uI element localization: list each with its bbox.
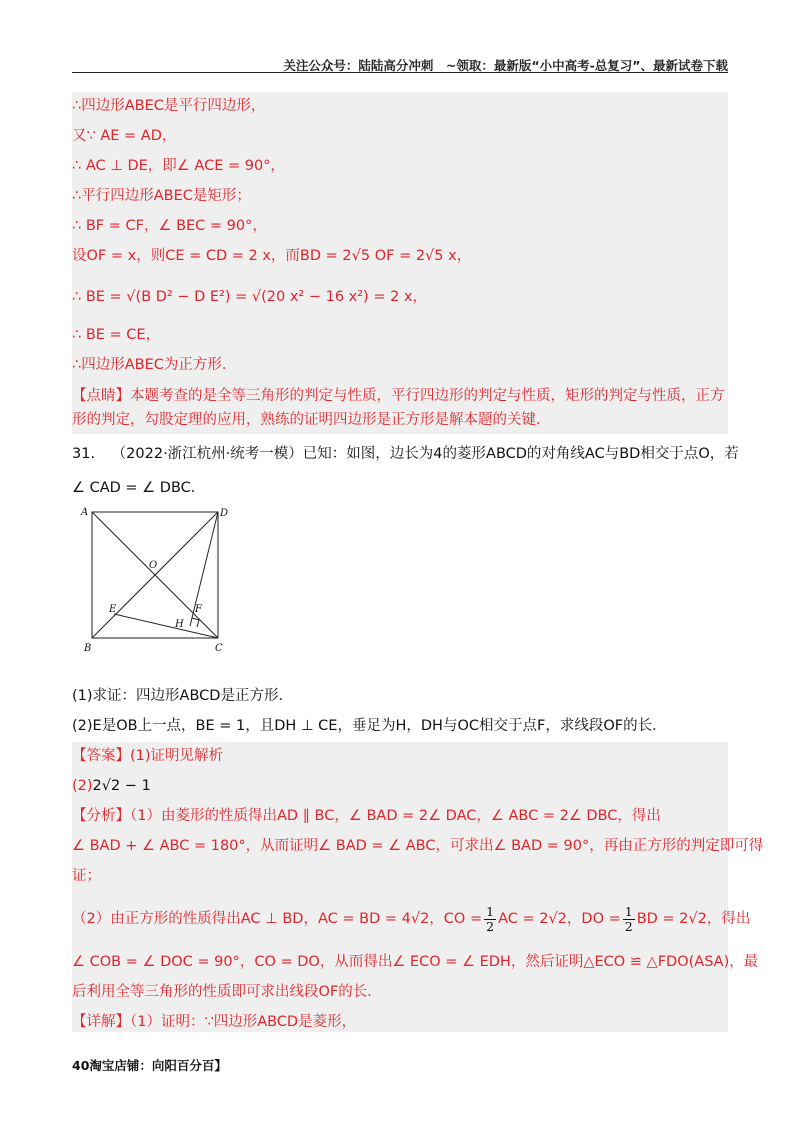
fraction-one-half-a — [484, 905, 496, 934]
analysis-line-6: 后利用全等三角形的性质即可求出线段OF的长． — [72, 984, 382, 1000]
solution-line-9: ∴四边形ABEC为正方形． — [72, 357, 237, 373]
page-header-text: 关注公众号：陆陆高分冲刺 ~领取：最新版“小中高考-总复习”、最新试卷下载 — [283, 58, 728, 73]
question-part-1: (1)求证：四边形ABCD是正方形． — [72, 688, 293, 704]
question-stem-line — [72, 444, 739, 464]
label-h: H — [175, 619, 184, 630]
question-stem: 已知：如图，边长为4的菱形ABCD的对角线AC与BD相交于点O，若 — [302, 446, 739, 462]
page-footer — [72, 1056, 227, 1074]
answer-line-1 — [72, 746, 728, 766]
question-stem-line-2: ∠ CAD = ∠ DBC． — [72, 480, 206, 496]
fraction-numerator: 1 — [486, 903, 495, 919]
detail-line — [72, 1012, 728, 1032]
header-rule — [72, 72, 728, 73]
analysis-p1: （1）由菱形的性质得出AD ∥ BC，∠ BAD = 2∠ DAC，∠ ABC = 2∠ DBC，得出 — [130, 808, 661, 824]
detail-tag: 【详解】 — [72, 1014, 130, 1030]
analysis-line-2: ∠ BAD + ∠ ABC = 180°，从而证明∠ BAD = ∠ ABC，可求出∠ BAD = 90°，再由正方形的判定即可得 — [72, 838, 764, 854]
right-angle-mark — [192, 618, 199, 627]
dianjing-text: 本题考查的是全等三角形的判定与性质，平行四边形的判定与性质，矩形的判定与性质，正方形的判定，勾股定理的应用，熟练的证明四边形是正方形是解本题的关键． — [72, 388, 725, 428]
label-c: C — [215, 643, 223, 654]
solution-line-6: 设OF = x，则CE = CD = 2 x，而BD = 2√5 OF = 2√5 x， — [72, 248, 472, 264]
solution-line-7: ∴ BE = √(B D² − D E²) = √(20 x² − 16 x²) = 2 x， — [72, 289, 427, 305]
question-part-2: (2)E是OB上一点，BE = 1，且DH ⊥ CE，垂足为H，DH与OC相交于点F，求线段OF的长． — [72, 718, 667, 734]
question-number: 31. — [72, 446, 96, 462]
answer-part-2-prefix: (2) — [72, 778, 93, 794]
solution-line-4: ∴平行四边形ABEC是矩形； — [72, 188, 251, 204]
analysis-p4-b: AC = 2√2，DO = — [498, 911, 621, 927]
analysis-line-3: 证； — [72, 868, 101, 884]
dianjing-paragraph — [72, 384, 728, 432]
page-number: 4 — [72, 1058, 81, 1073]
answer-tag: 【答案】 — [72, 748, 130, 764]
answer-part-2: 2√2 − 1 — [92, 778, 151, 794]
geometry-figure — [78, 500, 248, 660]
solution-line-2: 又∵ AE = AD， — [72, 128, 177, 144]
answer-part-1: (1)证明见解析 — [130, 748, 224, 764]
solution-line-1: ∴四边形ABEC是平行四边形， — [72, 98, 266, 114]
detail-text: （1）证明：∵四边形ABCD是菱形， — [130, 1014, 357, 1030]
analysis-tag: 【分析】 — [72, 808, 130, 824]
question-source: （2022·浙江杭州·统考一模） — [111, 446, 303, 462]
solution-line-8: ∴ BE = CE， — [72, 327, 161, 343]
label-e: E — [109, 604, 117, 615]
analysis-p4-c: BD = 2√2，得出 — [636, 911, 751, 927]
label-d: D — [220, 508, 229, 519]
solution-line-5: ∴ BF = CF，∠ BEC = 90°， — [72, 218, 267, 234]
label-o: O — [149, 560, 158, 571]
fraction-denominator: 2 — [624, 918, 633, 934]
analysis-line-5: ∠ COB = ∠ DOC = 90°，CO = DO，从而得出∠ ECO = ∠ EDH，然后证明△ECO ≌ △FDO(ASA)，最 — [72, 954, 759, 970]
footer-shop-text: 0淘宝店铺：向阳百分百】 — [80, 1058, 227, 1073]
segment-ec — [114, 614, 218, 638]
analysis-p4-a: （2）由正方形的性质得出AC ⊥ BD，AC = BD = 4√2，CO = — [72, 911, 483, 927]
analysis-line-4 — [72, 902, 751, 936]
fraction-denominator: 2 — [486, 918, 495, 934]
answer-line-2 — [72, 776, 728, 796]
solution-line-3: ∴ AC ⊥ DE，即∠ ACE = 90°， — [72, 158, 285, 174]
analysis-line-1 — [72, 806, 728, 826]
dianjing-tag: 【点睛】 — [72, 388, 130, 404]
fraction-one-half-b — [623, 905, 635, 934]
label-b: B — [84, 643, 92, 654]
label-f: F — [195, 604, 202, 615]
square-diagram — [78, 500, 248, 660]
fraction-numerator: 1 — [624, 903, 633, 919]
label-a: A — [81, 507, 89, 518]
